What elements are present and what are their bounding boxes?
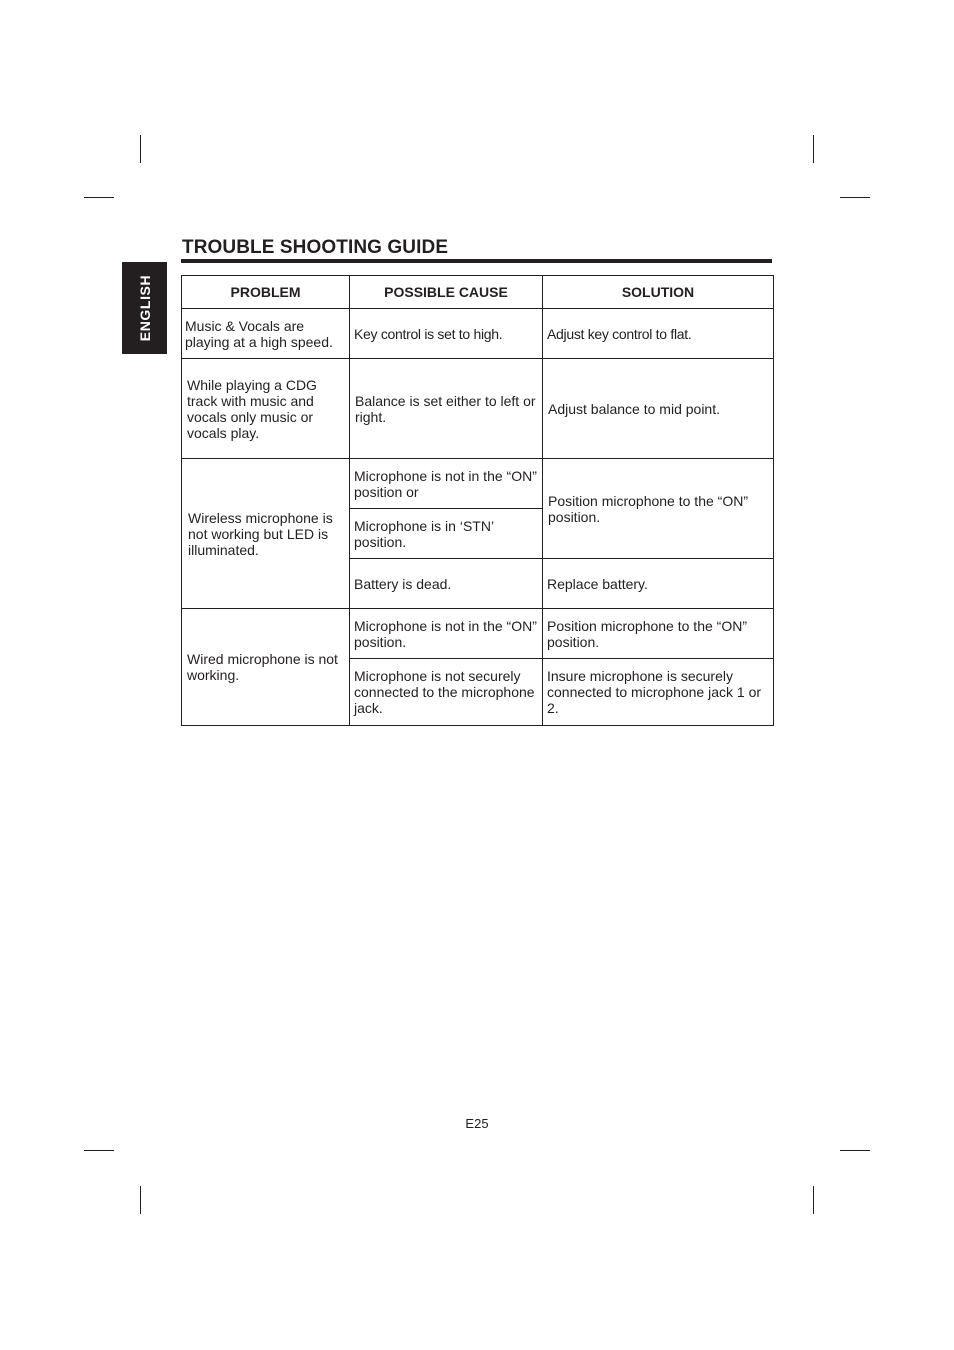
- cause-cell: Key control is set to high.: [350, 309, 543, 359]
- cause-cell: Battery is dead.: [350, 559, 543, 609]
- crop-mark-top-left: [140, 135, 141, 163]
- crop-mark-bottom-right: [840, 1150, 870, 1151]
- table-row: [182, 459, 774, 509]
- crop-mark-top-left: [84, 197, 114, 198]
- table-row: [182, 609, 774, 659]
- header-problem: PROBLEM: [182, 276, 350, 309]
- cause-cell: Microphone is not securely connected to the microphone jack.: [350, 659, 543, 726]
- solution-cell: Insure microphone is securely connected to microphone jack 1 or 2.: [543, 659, 774, 726]
- problem-cell: While playing a CDG track with music and vocals only music or vocals play.: [182, 359, 350, 459]
- page-number: E25: [465, 1116, 489, 1131]
- crop-mark-top-right: [840, 197, 870, 198]
- crop-mark-bottom-left: [140, 1186, 141, 1214]
- header-possible-cause: POSSIBLE CAUSE: [350, 276, 543, 309]
- header-solution: SOLUTION: [543, 276, 774, 309]
- problem-cell: Wired microphone is not working.: [182, 609, 350, 726]
- crop-mark-top-right: [813, 135, 814, 163]
- title-underline: [181, 259, 772, 263]
- page-title: TROUBLE SHOOTING GUIDE: [182, 237, 449, 258]
- table-row: [182, 359, 774, 459]
- problem-cell: Wireless microphone is not working but LED is illuminated.: [182, 459, 350, 609]
- cause-cell: Balance is set either to left or right.: [350, 359, 543, 459]
- cause-cell: Microphone is not in the “ON” position or: [350, 459, 543, 509]
- cause-cell: Microphone is in ‘STN’ position.: [350, 509, 543, 559]
- table-header-row: [182, 276, 774, 309]
- language-tab-label: ENGLISH: [136, 274, 153, 342]
- language-tab: [122, 262, 167, 354]
- table-row: [182, 309, 774, 359]
- solution-cell: Replace battery.: [543, 559, 774, 609]
- solution-cell: Adjust key control to flat.: [543, 309, 774, 359]
- problem-cell: Music & Vocals are playing at a high speed.: [182, 309, 350, 359]
- solution-cell: Position microphone to the “ON” position.: [543, 459, 774, 559]
- crop-mark-bottom-left: [84, 1150, 114, 1151]
- solution-cell: Adjust balance to mid point.: [543, 359, 774, 459]
- solution-cell: Position microphone to the “ON” position.: [543, 609, 774, 659]
- crop-mark-bottom-right: [813, 1186, 814, 1214]
- troubleshooting-table: [181, 275, 774, 726]
- cause-cell: Microphone is not in the “ON” position.: [350, 609, 543, 659]
